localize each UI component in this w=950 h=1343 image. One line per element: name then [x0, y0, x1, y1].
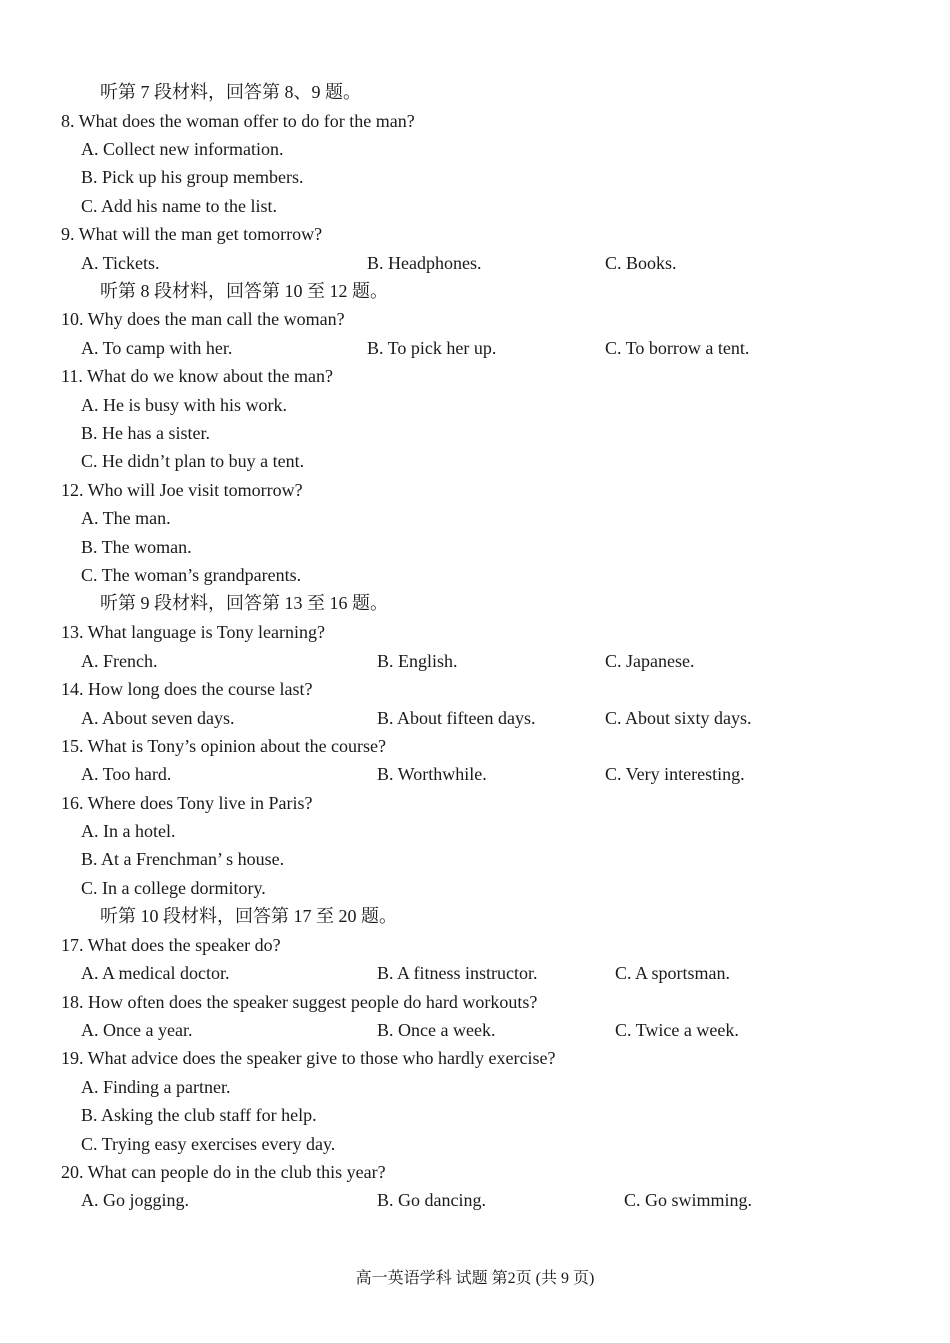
question-15-option-a: A. Too hard. [81, 764, 172, 784]
question-13-option-b: B. English. [377, 651, 458, 671]
question-8-option-c: C. Add his name to the list. [81, 196, 277, 216]
question-20-option-b: B. Go dancing. [377, 1190, 486, 1210]
question-18-option-b: B. Once a week. [377, 1020, 496, 1040]
question-17-option-b: B. A fitness instructor. [377, 963, 538, 983]
question-16-option-c: C. In a college dormitory. [81, 878, 266, 898]
question-10-option-c: C. To borrow a tent. [605, 338, 750, 358]
question-11-stem: 11. What do we know about the man? [61, 366, 333, 386]
question-14-option-a: A. About seven days. [81, 708, 235, 728]
question-10-option-b: B. To pick her up. [367, 338, 497, 358]
question-11-option-c: C. He didn’t plan to buy a tent. [81, 451, 305, 471]
question-11-option-b: B. He has a sister. [81, 423, 210, 443]
question-14-option-c: C. About sixty days. [605, 708, 752, 728]
question-19-option-a: A. Finding a partner. [81, 1077, 231, 1097]
question-19-option-c: C. Trying easy exercises every day. [81, 1134, 336, 1154]
question-15-option-c: C. Very interesting. [605, 764, 745, 784]
question-17-option-c: C. A sportsman. [615, 963, 731, 983]
question-12-option-c: C. The woman’s grandparents. [81, 565, 302, 585]
question-17-option-a: A. A medical doctor. [81, 963, 230, 983]
question-18-option-a: A. Once a year. [81, 1020, 193, 1040]
question-13-stem: 13. What language is Tony learning? [61, 622, 326, 642]
question-16-stem: 16. Where does Tony live in Paris? [61, 793, 313, 813]
section-10-instruction: 听第 10 段材料，回答第 17 至 20 题。 [100, 906, 397, 926]
section-9-instruction: 听第 9 段材料，回答第 13 至 16 题。 [100, 593, 388, 613]
question-16-option-b: B. At a Frenchman’ s house. [81, 849, 285, 869]
question-12-stem: 12. Who will Joe visit tomorrow? [61, 480, 303, 500]
question-9-option-b: B. Headphones. [367, 253, 482, 273]
section-8-instruction: 听第 8 段材料，回答第 10 至 12 题。 [100, 281, 388, 301]
question-12-option-a: A. The man. [81, 508, 171, 528]
question-20-stem: 20. What can people do in the club this year? [61, 1162, 386, 1182]
question-14-stem: 14. How long does the course last? [61, 679, 313, 699]
question-13-option-a: A. French. [81, 651, 158, 671]
question-12-option-b: B. The woman. [81, 537, 192, 557]
question-8-option-b: B. Pick up his group members. [81, 167, 304, 187]
question-10-option-a: A. To camp with her. [81, 338, 233, 358]
question-8-stem: 8. What does the woman offer to do for the man? [61, 111, 415, 131]
question-15-stem: 15. What is Tony’s opinion about the course? [61, 736, 387, 756]
question-16-option-a: A. In a hotel. [81, 821, 176, 841]
page-footer: 高一英语学科 试题 第2页 (共 9 页) [355, 1270, 595, 1287]
question-9-option-a: A. Tickets. [81, 253, 160, 273]
question-9-option-c: C. Books. [605, 253, 677, 273]
question-19-option-b: B. Asking the club staff for help. [81, 1105, 317, 1125]
question-17-stem: 17. What does the speaker do? [61, 935, 281, 955]
question-10-stem: 10. Why does the man call the woman? [61, 309, 345, 329]
question-20-option-a: A. Go jogging. [81, 1190, 189, 1210]
question-8-option-a: A. Collect new information. [81, 139, 284, 159]
question-14-option-b: B. About fifteen days. [377, 708, 536, 728]
question-15-option-b: B. Worthwhile. [377, 764, 487, 784]
question-11-option-a: A. He is busy with his work. [81, 395, 287, 415]
section-7-instruction: 听第 7 段材料，回答第 8、9 题。 [100, 82, 361, 102]
question-18-stem: 18. How often does the speaker suggest people do hard workouts? [61, 992, 538, 1012]
question-18-option-c: C. Twice a week. [615, 1020, 739, 1040]
question-13-option-c: C. Japanese. [605, 651, 695, 671]
question-20-option-c: C. Go swimming. [624, 1190, 753, 1210]
question-9-stem: 9. What will the man get tomorrow? [61, 224, 323, 244]
question-19-stem: 19. What advice does the speaker give to those who hardly exercise? [61, 1048, 556, 1068]
